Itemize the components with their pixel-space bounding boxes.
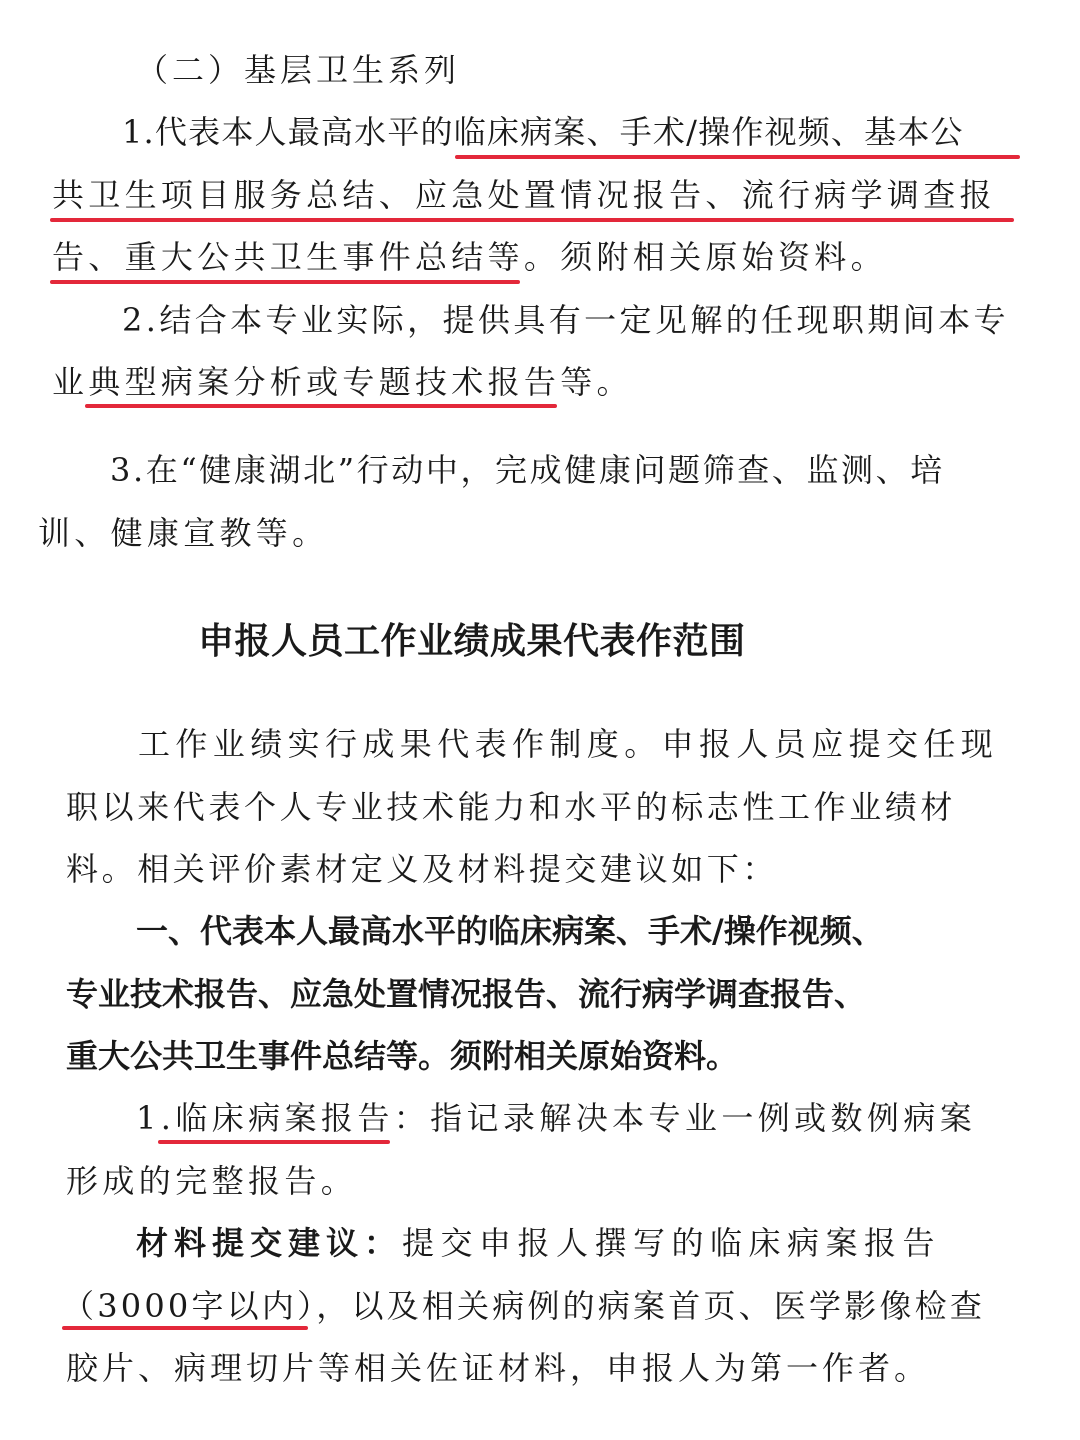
underline-mark <box>50 280 520 284</box>
underline-mark <box>455 155 1020 159</box>
underline-mark <box>62 1326 308 1330</box>
item3-line2: 训、健康宣教等。 <box>38 514 329 552</box>
underline-mark <box>50 218 1014 222</box>
item3-line1: 3.在“健康湖北”行动中，完成健康问题筛查、监测、培 <box>110 451 945 489</box>
underline-mark <box>85 404 557 408</box>
page-title: 申报人员工作业绩成果代表作范围 <box>198 621 746 662</box>
heading1-line3: 重大公共卫生事件总结等。须附相关原始资料。 <box>66 1037 739 1075</box>
heading1-line1: 一、代表本人最高水平的临床病案、手术/操作视频、 <box>136 912 884 950</box>
item2-line2: 业典型病案分析或专题技术报告等。 <box>52 363 633 401</box>
suggestion-line2: （3000字以内），以及相关病例的病案首页、医学影像检查 <box>62 1287 986 1325</box>
s2-item1-line2: 形成的完整报告。 <box>66 1162 358 1200</box>
item1-line1: 1.代表本人最高水平的临床病案、手术/操作视频、基本公 <box>122 113 964 151</box>
underline-mark <box>158 1140 390 1144</box>
intro-line2: 职以来代表个人专业技术能力和水平的标志性工作业绩材 <box>66 788 957 826</box>
heading1-line2: 专业技术报告、应急处置情况报告、流行病学调查报告、 <box>66 975 867 1013</box>
suggestion-text: 提交申报人撰写的临床病案报告 <box>402 1224 942 1262</box>
suggestion-label: 材料提交建议： <box>136 1224 403 1262</box>
intro-line3: 料。相关评价素材定义及材料提交建议如下： <box>66 850 779 888</box>
item2-line1: 2.结合本专业实际，提供具有一定见解的任现职期间本专 <box>122 301 1009 339</box>
suggestion-line1 <box>136 1223 941 1263</box>
item1-line2: 共卫生项目服务总结、应急处置情况报告、流行病学调查报 <box>52 176 996 214</box>
item1-line3: 告、重大公共卫生事件总结等。须附相关原始资料。 <box>52 238 887 276</box>
intro-line1: 工作业绩实行成果代表作制度。申报人员应提交任现 <box>138 725 999 763</box>
s2-item1-line1: 1.临床病案报告：指记录解决本专业一例或数例病案 <box>136 1099 977 1137</box>
section-heading: （二）基层卫生系列 <box>136 51 461 89</box>
suggestion-line3: 胶片、病理切片等相关佐证材料，申报人为第一作者。 <box>66 1349 931 1387</box>
